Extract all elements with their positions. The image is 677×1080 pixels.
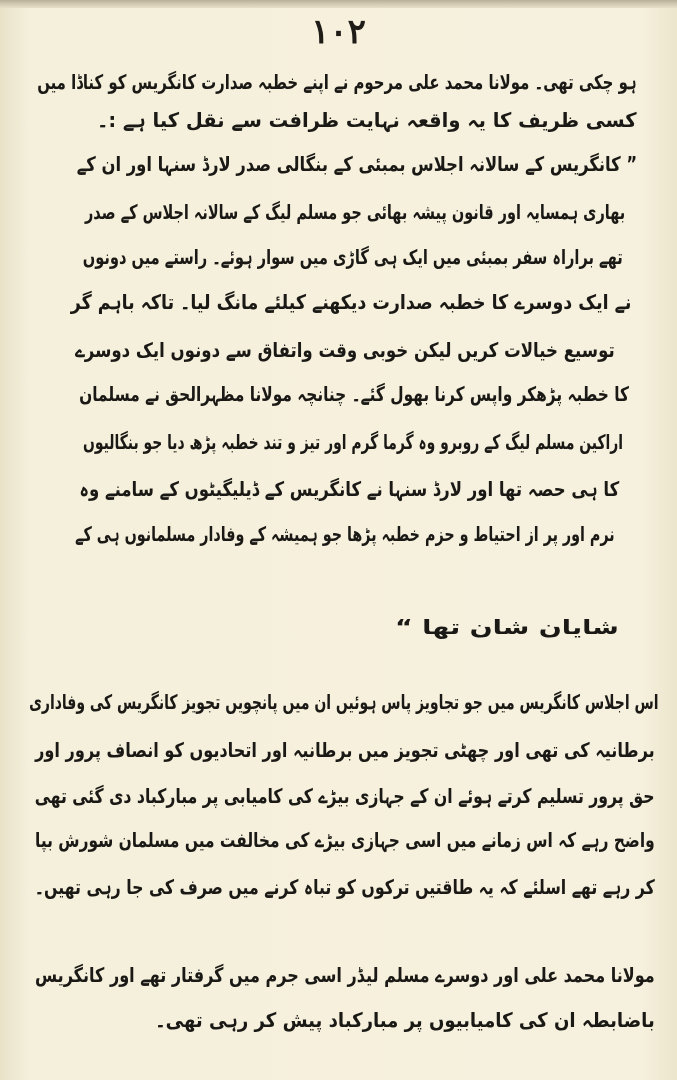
text-line-content: کر رہے تھے اسلئے کہ یہ طاقتیں ترکوں کو تباہ کرنے میں صرف کی جا رہی تھیں۔ (35, 875, 655, 899)
text-line-content: شایان شان تھا “ (395, 615, 619, 639)
text-line-content: کسی ظریف کا یہ واقعہ نہایت ظرافت سے نقل کیا ہے :۔ (97, 108, 637, 132)
text-line-content: کا ہی حصہ تھا اور لارڈ سنہا نے کانگریس کے ڈیلیگیٹوں کے سامنے وہ (79, 477, 619, 501)
text-line-content: اراکین مسلم لیگ کے روبرو وہ گرما گرم اور تیز و تند خطبہ پڑھ دیا جو بنگالیوں (82, 430, 623, 454)
text-line-content: بھاری ہمسایہ اور قانون پیشہ بھائی جو مسلم لیگ کے سالانہ اجلاس کے صدر (84, 200, 625, 224)
quote-line (79, 615, 619, 639)
page-top-edge (0, 0, 677, 8)
quote-line (71, 290, 631, 314)
text-line-content: تھے براراہ سفر بمبئی میں ایک ہی گاڑی میں سوار ہوئے۔ راستے میں دونوں (82, 245, 623, 269)
text-line-content: توسیع خیالات کریں لیکن خوبی وقت واتفاق سے دونوں ایک دوسرے (75, 338, 615, 362)
text-line (97, 108, 637, 132)
text-line-content: برطانیہ کی تھی اور چھٹی تجویز میں برطانیہ اور اتحادیوں کو انصاف پرور اور (35, 738, 655, 762)
quote-line (75, 338, 615, 362)
text-line-content: واضح رہے کہ اس زمانے میں اسی جہازی بیڑے کی مخالفت میں مسلمان شورش بپا (35, 828, 655, 852)
text-line (35, 875, 655, 899)
text-line (37, 70, 637, 94)
text-line (35, 738, 655, 762)
quote-line (83, 245, 623, 269)
text-line (29, 690, 659, 714)
text-line-content: ” کانگریس کے سالانہ اجلاس بمبئی کے بنگالی صدر لارڈ سنہا اور ان کے (76, 152, 637, 176)
text-line (155, 1008, 655, 1032)
text-line-content: مولانا محمد علی اور دوسرے مسلم لیڈر اسی جرم میں گرفتار تھے اور کانگریس (35, 963, 655, 987)
text-line-content: حق پرور تسلیم کرتے ہوئے ان کے جہازی بیڑے کی کامیابی پر مبارکباد دی گئی تھی (35, 784, 655, 808)
quote-line (83, 430, 623, 454)
text-line-content: اس اجلاس کانگریس میں جو تجاویز پاس ہوئیں ان میں پانچویں تجویز کانگریس کی وفاداری (29, 690, 659, 714)
text-line (35, 963, 655, 987)
quote-line (79, 477, 619, 501)
page-number: ۱۰۲ (311, 12, 366, 52)
text-line-content: باضابطہ ان کی کامیابیوں پر مبارکباد پیش کر رہی تھی۔ (155, 1008, 655, 1032)
text-line-content: نرم اور پر از احتیاط و حزم خطبہ پڑھا جو ہمیشہ کے وفادار مسلمانوں ہی کے (75, 522, 615, 546)
text-line (35, 828, 655, 852)
text-line (35, 784, 655, 808)
text-line-content: کا خطبہ پڑھکر واپس کرنا بھول گئے۔ چنانچہ مولانا مظہرالحق نے مسلمان (79, 382, 629, 406)
text-line-content: نے ایک دوسرے کا خطبہ صدارت دیکھنے کیلئے مانگ لیا۔ تاکہ باہم گر (70, 290, 631, 314)
quote-line (85, 200, 625, 224)
quote-line (79, 382, 629, 406)
quote-line (77, 152, 637, 176)
quote-line (75, 522, 615, 546)
text-line-content: ہو چکی تھی۔ مولانا محمد علی مرحوم نے اپنے خطبہ صدارت کانگریس کو کناڈا میں (37, 70, 637, 94)
